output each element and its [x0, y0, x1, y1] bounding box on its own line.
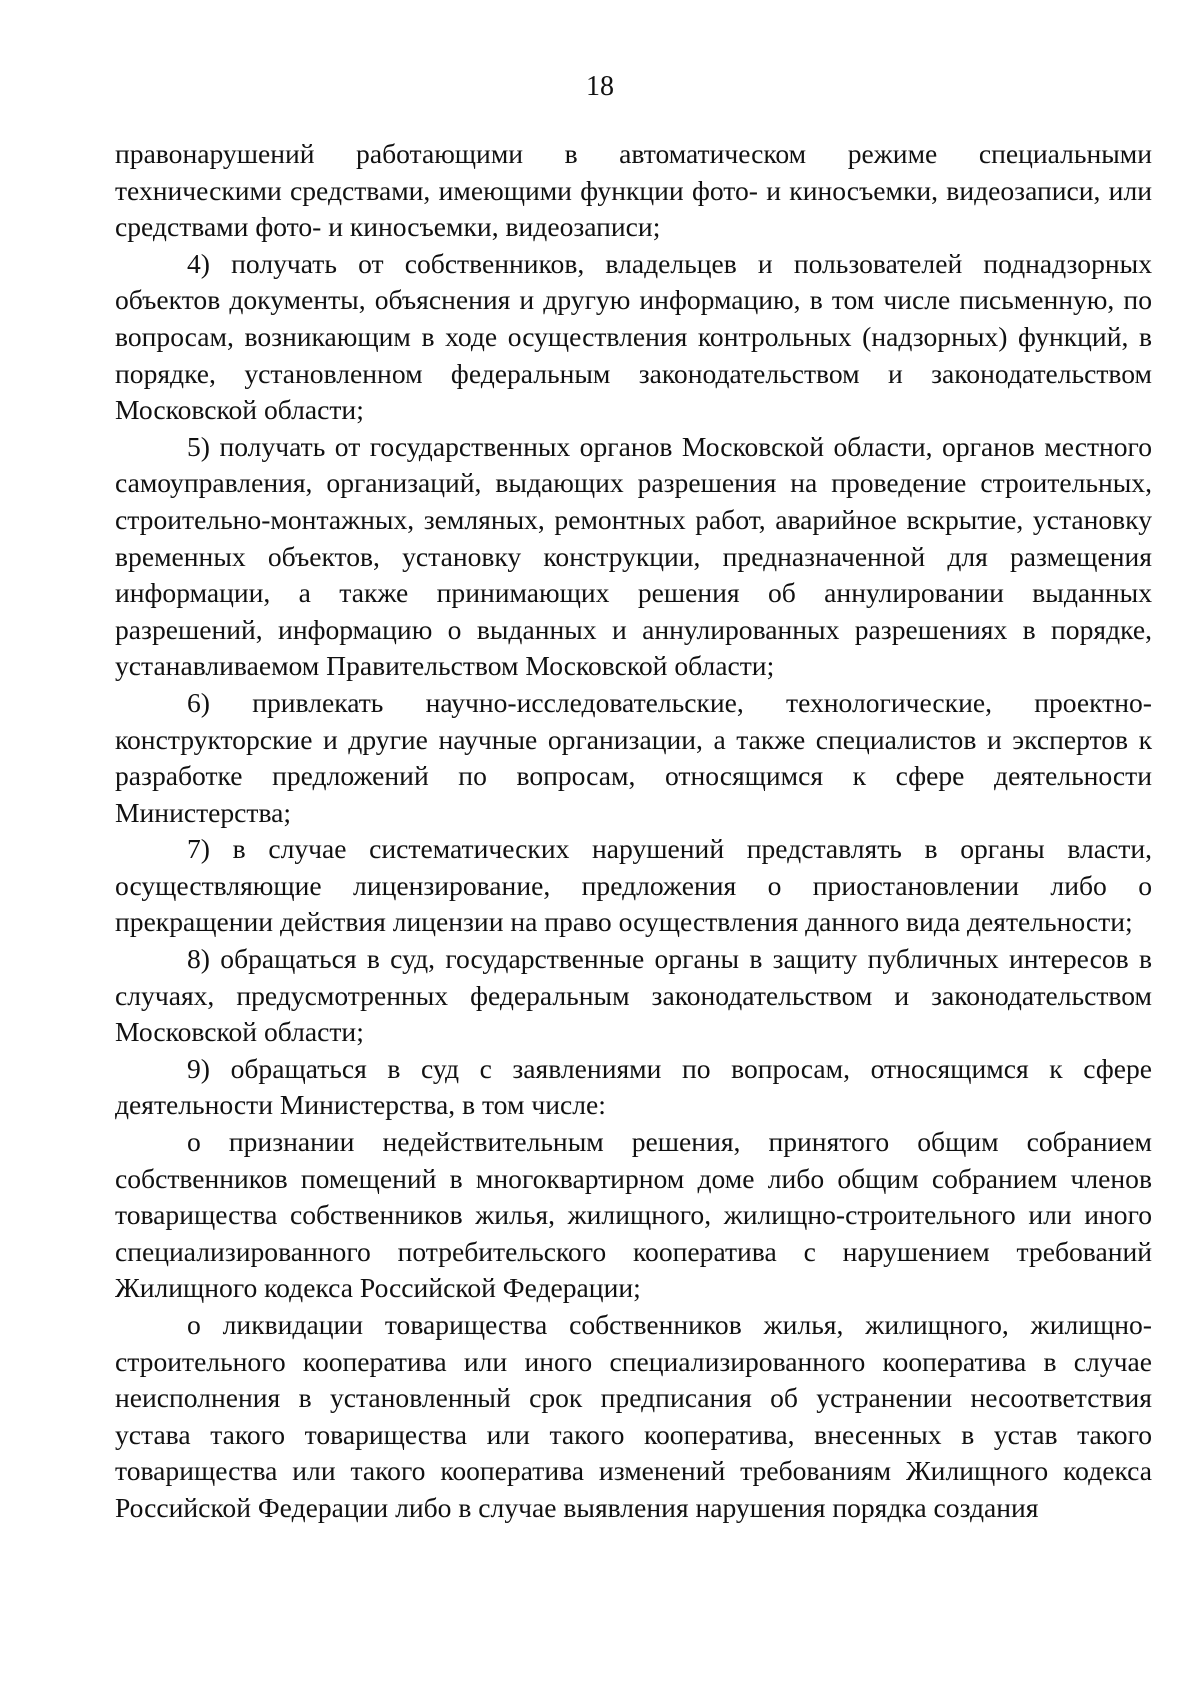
paragraph-item-7: 7) в случае систематических нарушений представлять в органы власти, осуществляющие лицензирование, предложения о приостановлении либо о прекращении действия лицензии на право осуществления данного вида деятельности;: [115, 833, 1152, 938]
paragraph-item-5: 5) получать от государственных органов Московской области, органов местного самоуправления, организаций, выдающих разрешения на проведение строительных, строительно-монтажных, земляных, ремонтных работ, аварийное вскрытие, установку временных объектов, установку конструкции, предназначенной для размещения информации, а также принимающих решения об аннулировании выданных разрешений, информацию о выданных и аннулированных разрешениях в порядке, устанавливаемом Правительством Московской области;: [115, 430, 1152, 682]
page-number: 18: [586, 71, 614, 102]
paragraph-subitem-liquidation: о ликвидации товарищества собственников жилья, жилищного, жилищно-строительного кооператива или иного специализированного кооператива в случае неисполнения в установленный срок предписания об устранении несоответствия устава такого товарищества или такого кооператива, внесенных в устав такого товарищества или такого кооператива изменений требованиям Жилищного кодекса Российской Федерации либо в случае выявления нарушения порядка создания: [115, 1309, 1152, 1523]
paragraph-item-8: 8) обращаться в суд, государственные органы в защиту публичных интересов в случаях, предусмотренных федеральным законодательством и законодательством Московской области;: [115, 943, 1152, 1048]
paragraph-item-6: 6) привлекать научно-исследовательские, технологические, проектно-конструкторские и другие научные организации, а также специалистов и экспертов к разработке предложений по вопросам, относящимся к сфере деятельности Министерства;: [115, 686, 1152, 828]
paragraph-subitem-invalidity: о признании недействительным решения, принятого общим собранием собственников помещений в многоквартирном доме либо общим собранием членов товарищества собственников жилья, жилищного, жилищно-строительного или иного специализированного потребительского кооператива с нарушением требований Жилищного кодекса Российской Федерации;: [115, 1126, 1152, 1304]
paragraph-continuation: правонарушений работающими в автоматическом режиме специальными техническими средствами, имеющими функции фото- и киносъемки, видеозаписи, или средствами фото- и киносъемки, видеозаписи;: [115, 138, 1152, 243]
document-body: [115, 136, 1152, 1527]
paragraph-item-4: 4) получать от собственников, владельцев и пользователей поднадзорных объектов документы, объяснения и другую информацию, в том числе письменную, по вопросам, возникающим в ходе осуществления контрольных (надзорных) функций, в порядке, установленном федеральным законодательством и законодательством Московской области;: [115, 247, 1152, 426]
paragraph-item-9: 9) обращаться в суд с заявлениями по вопросам, относящимся к сфере деятельности Министерства, в том числе:: [115, 1052, 1152, 1121]
